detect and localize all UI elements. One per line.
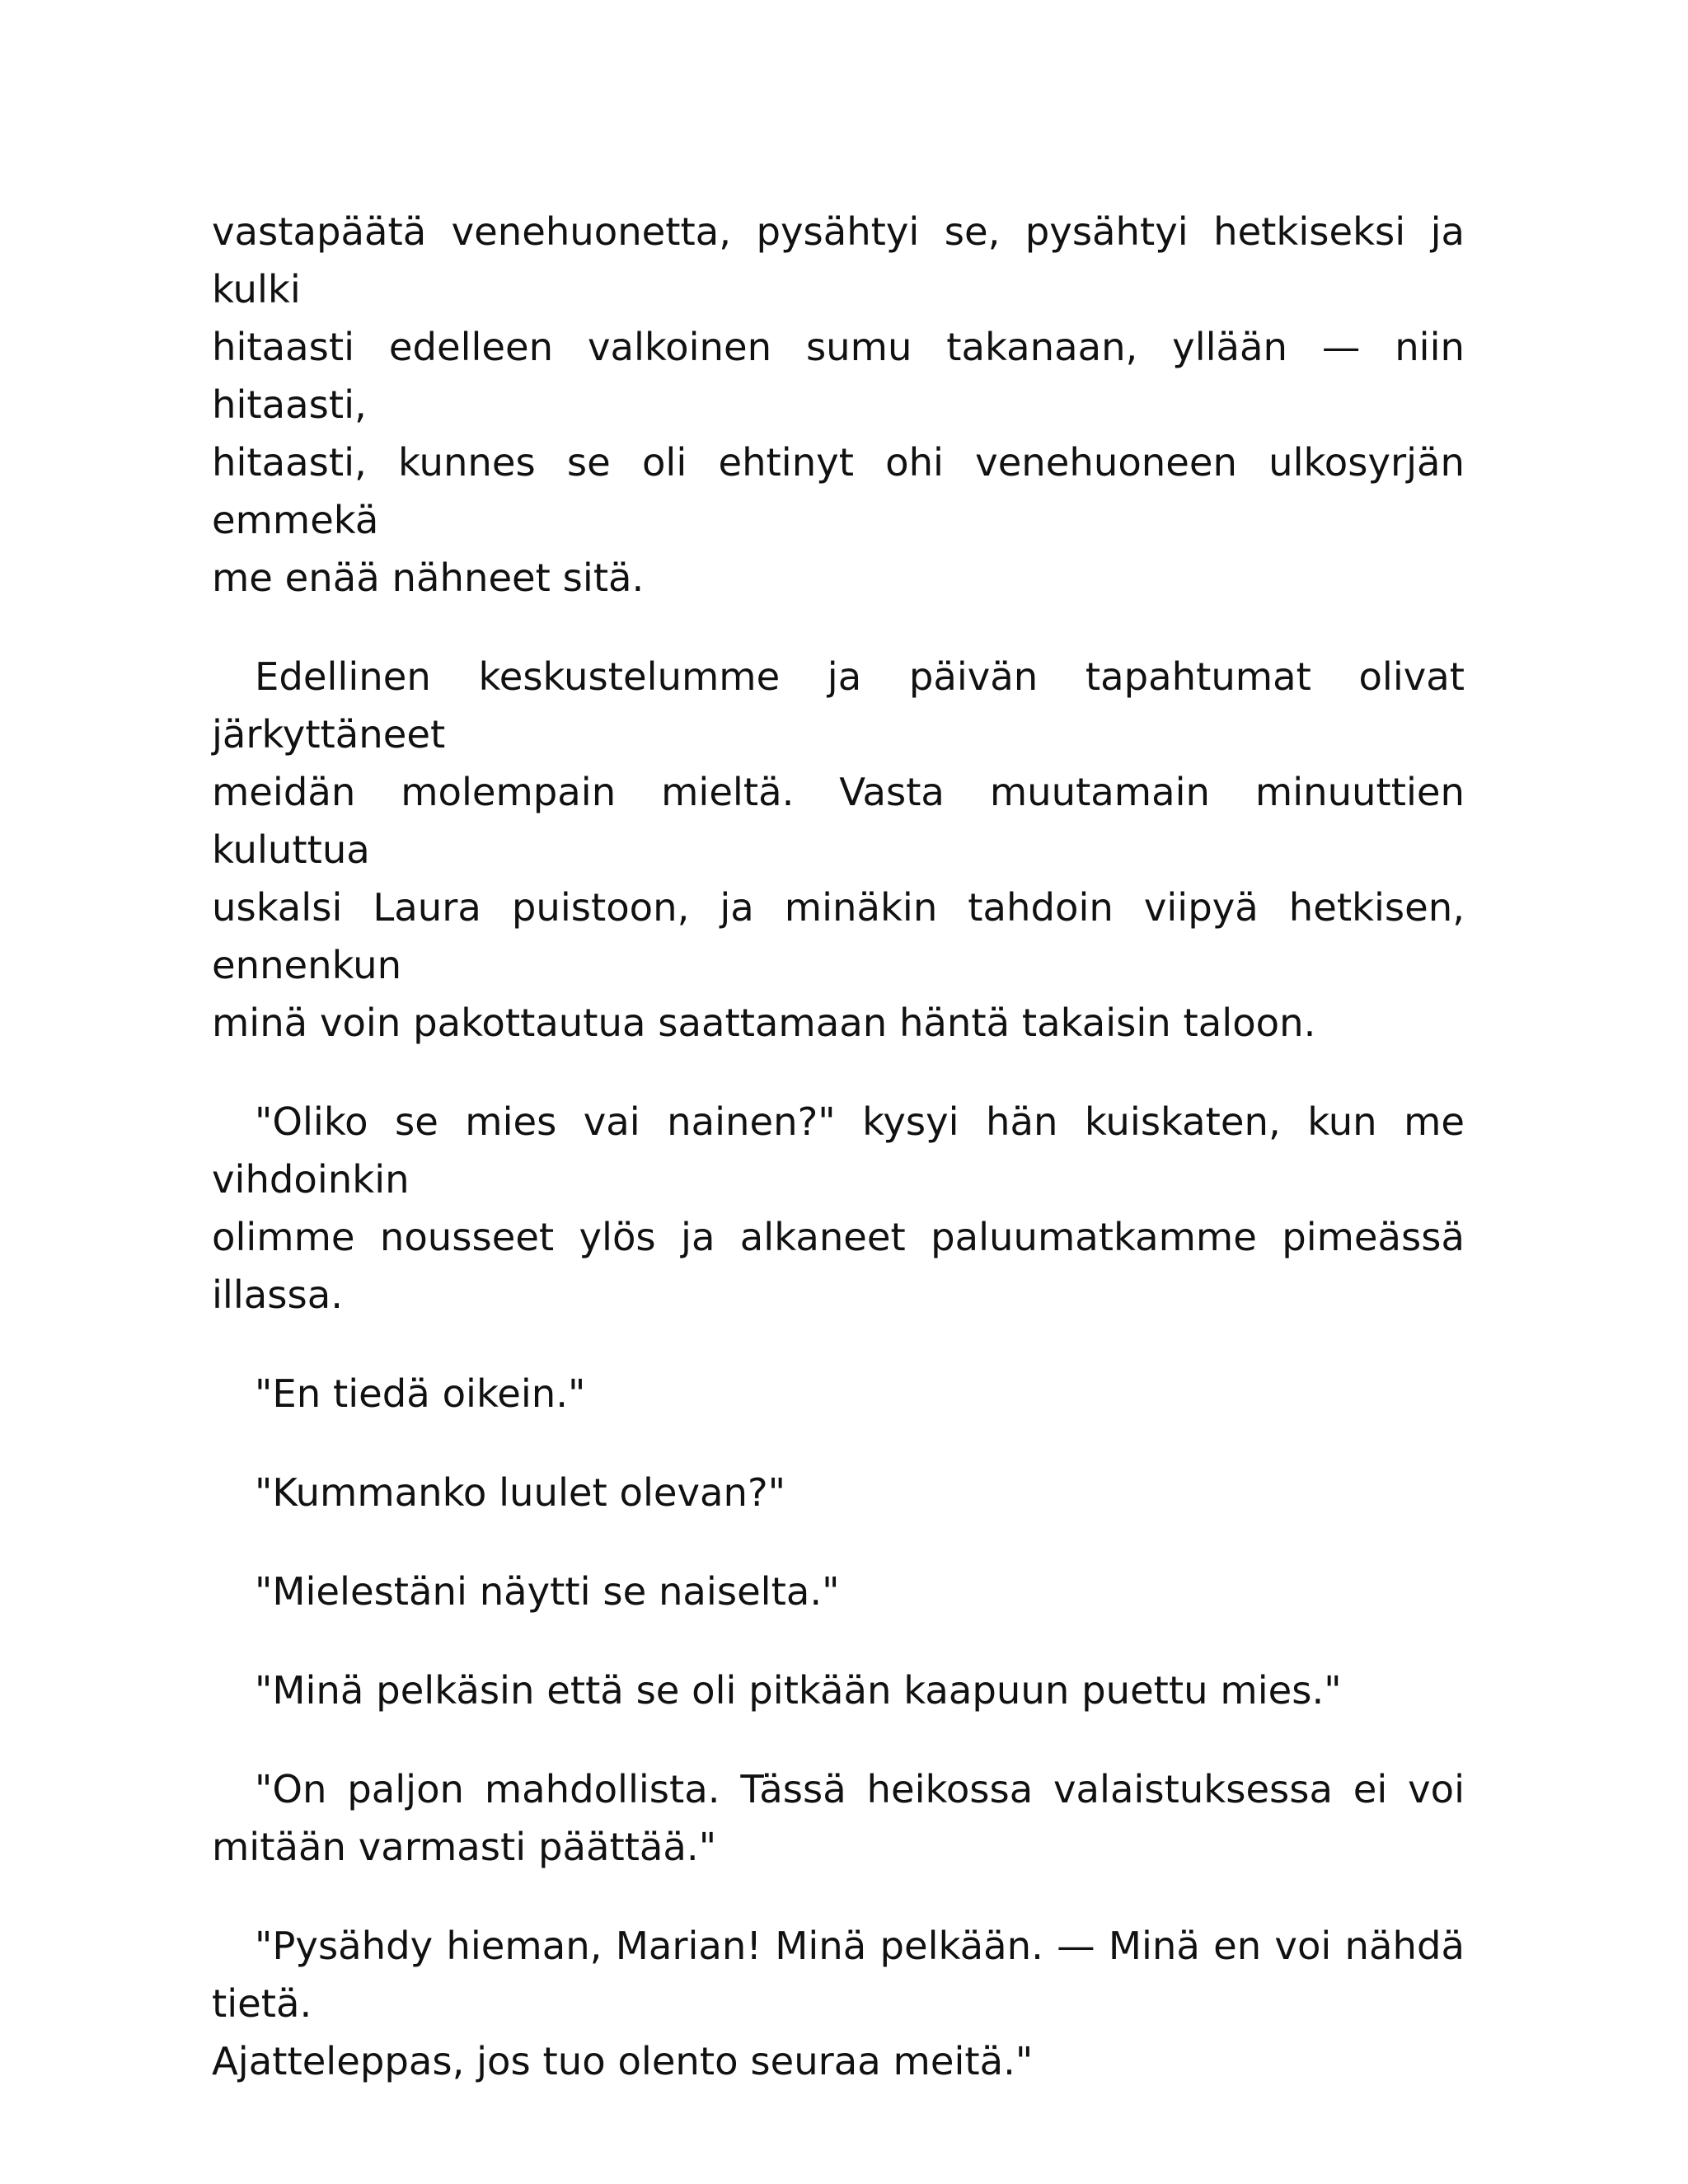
text-line: "Oliko se mies vai nainen?" kysyi hän kuiskaten, kun me vihdoinkin bbox=[212, 1099, 1465, 1202]
text-line: uskalsi Laura puistoon, ja minäkin tahdoin viipyä hetkisen, ennenkun bbox=[212, 885, 1465, 987]
text-line: tietä. bbox=[212, 1981, 312, 2026]
text-line: minä voin pakottautua saattamaan häntä takaisin taloon. bbox=[212, 1001, 1316, 1045]
paragraph-2 bbox=[212, 648, 1465, 1052]
text-line: "Kummanko luulet olevan?" bbox=[255, 1470, 786, 1515]
text-line: me enää nähneet sitä. bbox=[212, 555, 645, 600]
text-line: "Pysähdy hieman, Marian! Minä pelkään. — Minä en voi nähdä bbox=[255, 1924, 1465, 1968]
text-line: Ajatteleppas, jos tuo olento seuraa meitä." bbox=[212, 2039, 1034, 2083]
text-line: mitään varmasti päättää." bbox=[212, 1825, 717, 1869]
paragraph-4 bbox=[212, 1365, 1465, 1422]
text-line: vastapäätä venehuonetta, pysähtyi se, pysähtyi hetkiseksi ja kulki bbox=[212, 209, 1465, 312]
paragraph-7 bbox=[212, 1661, 1465, 1719]
text-line: hitaasti, kunnes se oli ehtinyt ohi venehuoneen ulkosyrjän emmekä bbox=[212, 440, 1465, 542]
text-line: olimme nousseet ylös ja alkaneet paluumatkamme pimeässä illassa. bbox=[212, 1215, 1465, 1317]
document-page bbox=[212, 203, 1465, 2131]
text-line: "On paljon mahdollista. Tässä heikossa valaistuksessa ei voi bbox=[255, 1767, 1465, 1811]
text-line: hitaasti edelleen valkoinen sumu takanaan, yllään — niin hitaasti, bbox=[212, 325, 1465, 427]
text-line: "En tiedä oikein." bbox=[255, 1371, 586, 1416]
paragraph-1 bbox=[212, 203, 1465, 607]
paragraph-3 bbox=[212, 1093, 1465, 1324]
text-line: Edellinen keskustelumme ja päivän tapahtumat olivat järkyttäneet bbox=[212, 654, 1465, 757]
paragraph-9 bbox=[212, 1917, 1465, 2090]
paragraph-8 bbox=[212, 1760, 1465, 1876]
text-line: meidän molempain mieltä. Vasta muutamain minuuttien kuluttua bbox=[212, 770, 1465, 872]
text-line: "Minä pelkäsin että se oli pitkään kaapuun puettu mies." bbox=[255, 1668, 1342, 1713]
text-line: "Mielestäni näytti se naiselta." bbox=[255, 1569, 840, 1614]
paragraph-5 bbox=[212, 1464, 1465, 1521]
paragraph-6 bbox=[212, 1563, 1465, 1620]
